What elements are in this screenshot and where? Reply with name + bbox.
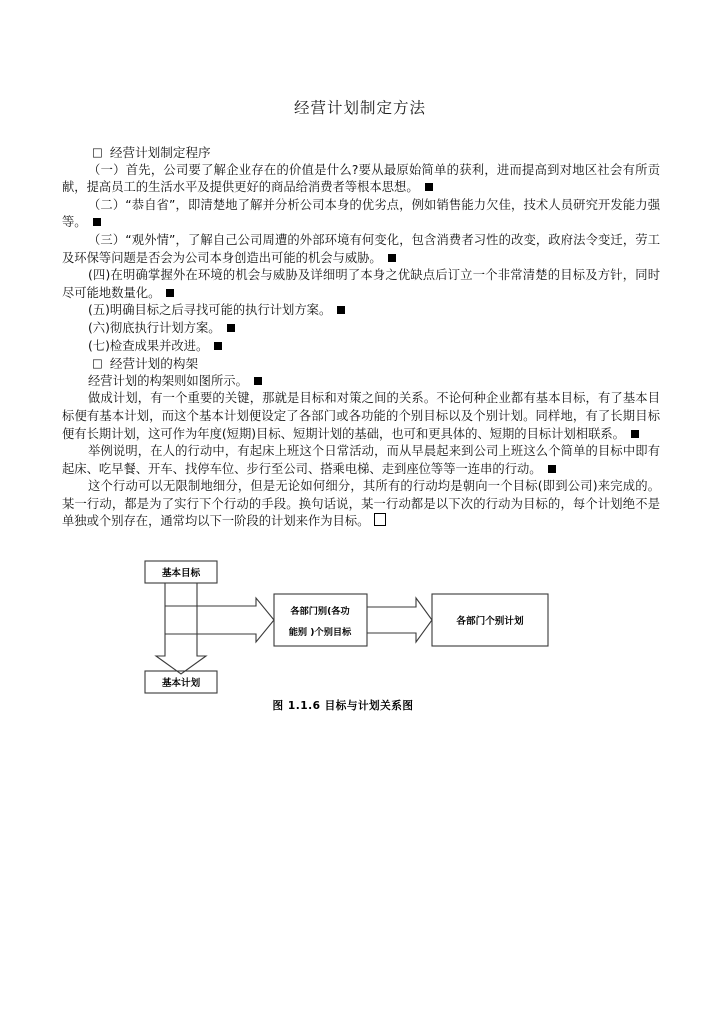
paragraph-3-text: （三）“观外情”，了解自己公司周遭的外部环境有何变化，包含消费者习性的改变，政府法令变迁，劳工及环保等问题是否会为公司本身创造出可能的机会与威胁。 bbox=[62, 232, 660, 265]
paragraph-4 bbox=[62, 267, 660, 302]
paragraph-5-text: (五)明确目标之后寻找可能的执行计划方案。 bbox=[88, 303, 332, 318]
section-heading-2 bbox=[62, 355, 660, 373]
diagram-box-dept-goal bbox=[274, 594, 367, 646]
paragraph-1-text: （一）首先，公司要了解企业存在的价值是什么?要从最原始简单的获利，进而提高到对地区社会有所贡献，提高员工的生活水平及提供更好的商品给消费者等根本思想。 bbox=[62, 162, 660, 195]
paragraph-8-text: 经营计划的构架则如图所示。 bbox=[88, 373, 248, 388]
paragraph-end-marker bbox=[425, 183, 433, 191]
section-heading-1-label: 经营计划制定程序 bbox=[109, 145, 211, 160]
diagram-label-basic-plan: 基本计划 bbox=[161, 678, 201, 689]
paragraph-10 bbox=[62, 443, 660, 478]
paragraph-6 bbox=[62, 320, 660, 338]
paragraph-end-marker bbox=[166, 289, 174, 297]
square-bullet-icon: □ bbox=[92, 145, 103, 159]
paragraph-end-marker bbox=[388, 254, 396, 262]
page-title: 经营计划制定方法 bbox=[293, 99, 426, 117]
figure-caption: 图 1.1.6 目标与计划关系图 bbox=[272, 700, 414, 712]
paragraph-end-marker-hollow bbox=[374, 513, 386, 526]
paragraph-9 bbox=[62, 390, 660, 443]
paragraph-4-text: (四)在明确掌握外在环境的机会与威胁及详细明了本身之优缺点后订立一个非常清楚的目标及方针，同时尽可能地数量化。 bbox=[62, 268, 660, 300]
paragraph-end-marker bbox=[227, 324, 235, 332]
square-bullet-icon: □ bbox=[92, 356, 103, 371]
diagram-arrow-down bbox=[156, 583, 206, 674]
diagram-label-dept-goal-line1: 各部门别(各功 bbox=[290, 606, 350, 617]
diagram-arrow-right-1 bbox=[165, 598, 274, 642]
paragraph-11 bbox=[62, 478, 660, 531]
diagram-arrow-right-2 bbox=[367, 598, 432, 642]
paragraph-5 bbox=[62, 302, 660, 320]
section-heading-2-label: 经营计划的构架 bbox=[109, 356, 199, 372]
paragraph-3 bbox=[62, 232, 660, 267]
paragraph-7-text: (七)检查成果并改进。 bbox=[88, 338, 209, 353]
paragraph-end-marker bbox=[337, 306, 345, 314]
paragraph-7 bbox=[62, 338, 660, 356]
diagram-label-dept-plan: 各部门个别计划 bbox=[456, 616, 524, 627]
paragraph-1 bbox=[62, 162, 660, 197]
paragraph-end-marker bbox=[93, 218, 101, 226]
paragraph-6-text: (六)彻底执行计划方案。 bbox=[88, 320, 221, 335]
paragraph-end-marker bbox=[631, 430, 639, 438]
paragraph-end-marker bbox=[548, 465, 556, 473]
paragraph-9-text: 做成计划，有一个重要的关键，那就是目标和对策之间的关系。不论何种企业都有基本目标，有了基本目标便有基本计划，而这个基本计划便设定了各部门或各功能的个别目标以及个别计划。同样地，有了长期目标便有长期计划，这可作为年度(短期)目标、短期计划的基础，也可和更具体的、短期的目标计划相联系。 bbox=[62, 391, 660, 441]
paragraph-8 bbox=[62, 373, 660, 391]
diagram-label-basic-goal: 基本目标 bbox=[161, 568, 201, 579]
paragraph-end-marker bbox=[214, 342, 222, 350]
section-heading-1 bbox=[62, 144, 660, 162]
paragraph-11-text: 这个行动可以无限制地细分，但是无论如何细分，其所有的行动均是朝向一个目标(即到公司)来完成的。某一行动，都是为了实行下个行动的手段。换句话说，某一行动都是以下次的行动为目标的，每个计划绝不是单独或个别存在，通常均以下一阶段的计划来作为目标。 bbox=[62, 479, 660, 529]
document-body bbox=[62, 144, 660, 531]
paragraph-2 bbox=[62, 197, 660, 232]
diagram-label-dept-goal-line2: 能别 )个别目标 bbox=[288, 627, 352, 638]
paragraph-2-text: （二）“恭自省”，即清楚地了解并分析公司本身的优劣点，例如销售能力欠佳，技术人员研究开发能力强等。 bbox=[62, 197, 660, 230]
paragraph-10-text: 举例说明，在人的行动中，有起床上班这个日常活动，而从早晨起来到公司上班这么个简单的目标中即有起床、吃早餐、开车、找停车位、步行至公司、搭乘电梯、走到座位等等一连串的行动。 bbox=[62, 444, 660, 476]
paragraph-end-marker bbox=[254, 377, 262, 385]
